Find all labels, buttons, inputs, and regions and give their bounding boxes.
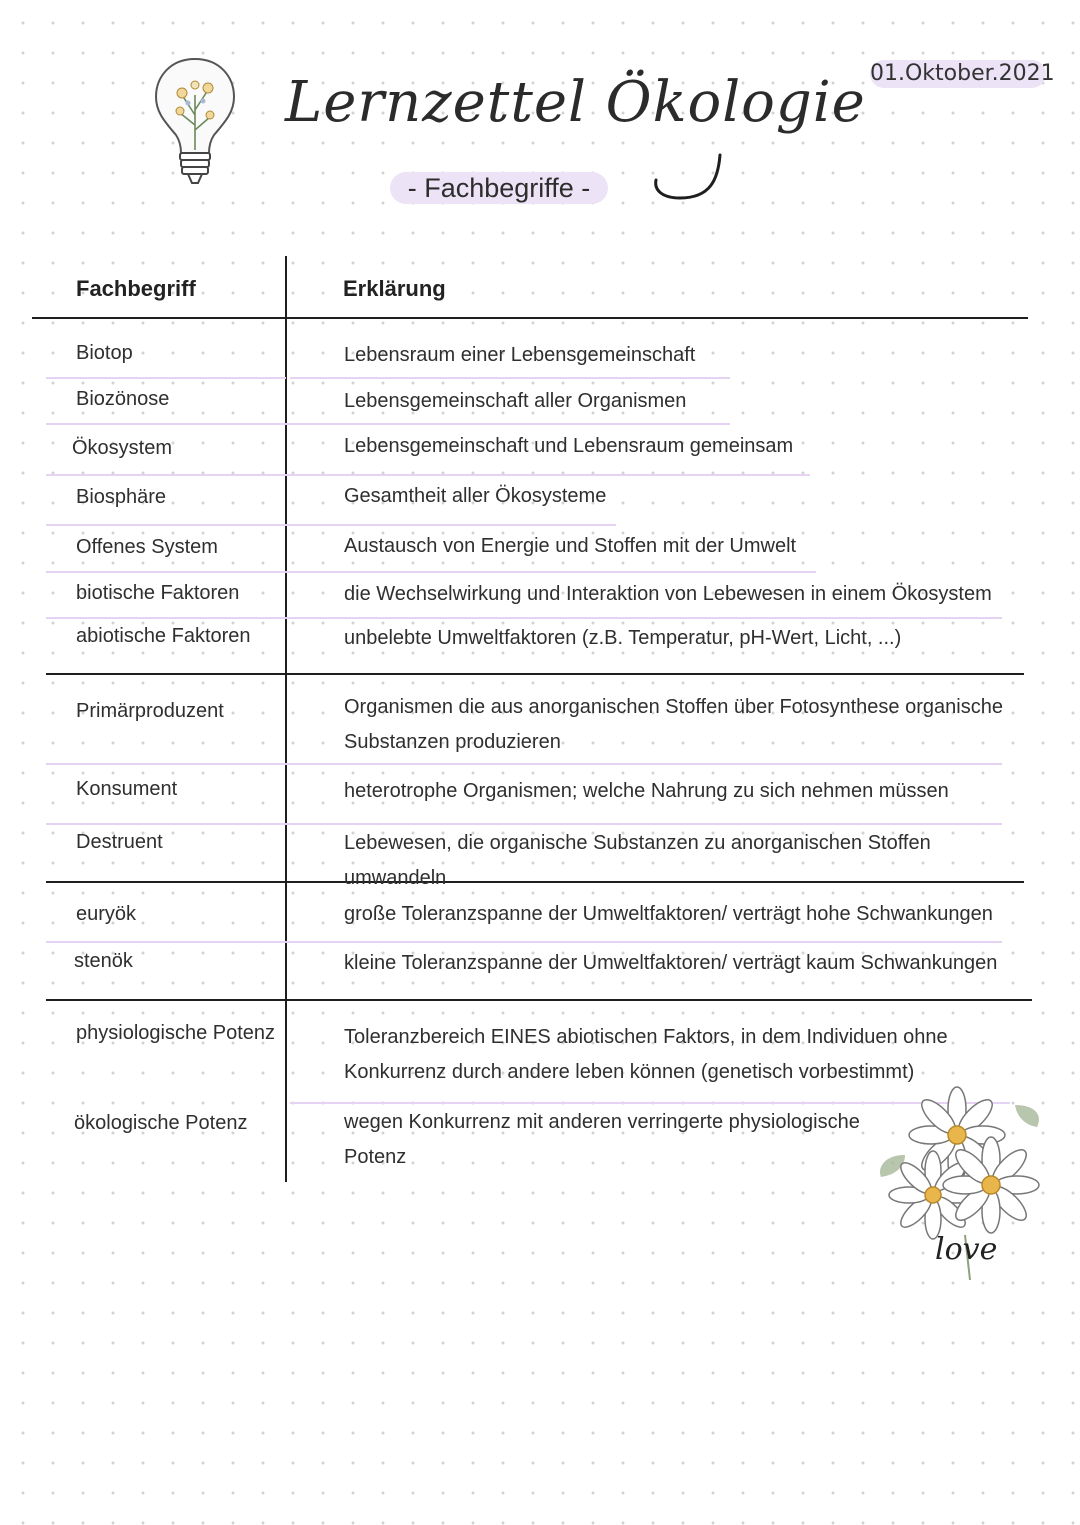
term-cell: Biosphäre xyxy=(76,486,167,508)
explanation-cell: Lebensgemeinschaft aller Organismen xyxy=(344,390,687,412)
explanation-cell: Lebewesen, die organische Substanzen zu anorganischen Stoffen umwandeln xyxy=(344,832,931,889)
row-divider xyxy=(46,377,286,379)
table-header-rule xyxy=(32,317,1028,319)
term-cell: physiologische Potenz xyxy=(76,1022,276,1044)
term-cell: euryök xyxy=(76,903,137,925)
lightbulb-flower-icon xyxy=(150,55,240,190)
column-header-explanation: Erklärung xyxy=(343,276,446,301)
row-divider xyxy=(290,377,730,379)
explanation-cell: die Wechselwirkung und Interaktion von Lebewesen in einem Ökosystem xyxy=(344,583,992,605)
explanation-cell: Gesamtheit aller Ökosysteme xyxy=(344,485,607,507)
explanation-cell: Organismen die aus anorganischen Stoffen über Fotosynthese organische Substanzen produzieren xyxy=(344,696,1003,753)
term-cell: Ökosystem xyxy=(72,437,173,459)
explanation-cell: Lebensraum einer Lebensgemeinschaft xyxy=(344,344,696,366)
date-label: 01.Oktober.2021 xyxy=(870,61,1055,86)
table-group-rule xyxy=(46,673,1024,675)
page-title: Lernzettel Ökologie xyxy=(285,70,866,135)
explanation-cell: Lebensgemeinschaft und Lebensraum gemeinsam xyxy=(344,435,794,457)
term-cell: biotische Faktoren xyxy=(76,582,240,604)
term-cell: Konsument xyxy=(76,778,178,800)
explanation-cell: Toleranzbereich EINES abiotischen Faktors, in dem Individuen ohne Konkurrenz durch andere leben können (genetisch vorbestimmt) xyxy=(344,1026,948,1083)
row-divider xyxy=(46,423,730,425)
page-subtitle: - Fachbegriffe - xyxy=(390,172,608,204)
row-divider xyxy=(46,571,816,573)
explanation-cell: heterotrophe Organismen; welche Nahrung zu sich nehmen müssen xyxy=(344,780,949,802)
title-swirl-decoration xyxy=(640,150,740,205)
term-cell: ökologische Potenz xyxy=(74,1112,248,1134)
explanation-cell: Austausch von Energie und Stoffen mit der Umwelt xyxy=(344,535,797,557)
term-cell: stenök xyxy=(74,950,133,972)
table-group-rule xyxy=(46,999,1032,1001)
term-cell: Offenes System xyxy=(76,536,218,558)
table-column-divider xyxy=(285,256,287,1182)
explanation-cell: große Toleranzspanne der Umweltfaktoren/ verträgt hohe Schwankungen xyxy=(344,903,993,925)
column-header-term: Fachbegriff xyxy=(76,276,196,301)
explanation-cell: wegen Konkurrenz mit anderen verringerte physiologische Potenz xyxy=(344,1111,860,1168)
love-signature: love xyxy=(935,1232,998,1267)
row-divider xyxy=(46,763,1002,765)
explanation-cell: unbelebte Umweltfaktoren (z.B. Temperatur, pH-Wert, Licht, ...) xyxy=(344,627,902,649)
row-divider xyxy=(46,524,616,526)
row-divider xyxy=(46,941,1002,943)
term-cell: Biotop xyxy=(76,342,133,364)
row-divider xyxy=(46,474,810,476)
term-cell: Biozönose xyxy=(76,388,170,410)
row-divider xyxy=(46,823,1002,825)
explanation-cell: kleine Toleranzspanne der Umweltfaktoren/ verträgt kaum Schwankungen xyxy=(344,952,998,974)
row-divider xyxy=(46,617,1002,619)
term-cell: Primärproduzent xyxy=(76,700,224,722)
term-cell: Destruent xyxy=(76,831,163,853)
term-cell: abiotische Faktoren xyxy=(76,625,251,647)
